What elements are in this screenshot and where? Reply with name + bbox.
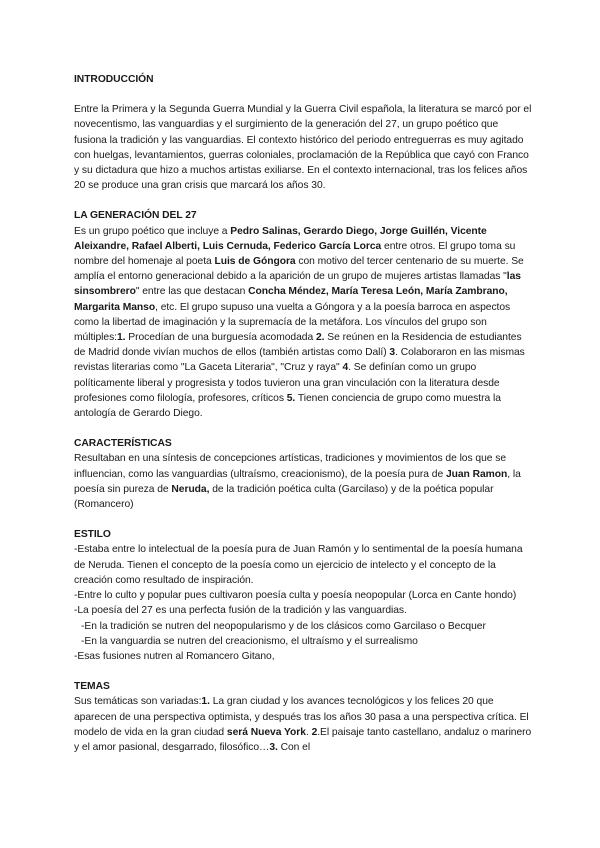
estilo-line: -La poesía del 27 es una perfecta fusión de la tradición y las vanguardias. (74, 605, 407, 617)
intro-heading: INTRODUCCIÓN (74, 74, 154, 85)
document-body (74, 72, 532, 755)
intro-paragraph: Entre la Primera y la Segunda Guerra Mundial y la Guerra Civil española, la literatura se marcó por el novecentismo, las vanguardias y el surgimiento de la generación del 27, un grupo poético que fusiona la tradición y las vanguardias. El contexto histórico del periodo entreguerras es muy agitado con huelgas, levantamientos, guerras coloniales, proclamación de la República que cayó con Franco y su dictadura que hizo a muchos artistas exiliarse. En el contexto internacional, tras los felices años 20 se produce una gran crisis que marcará los años 30. (74, 104, 532, 192)
caracteristicas-heading: CARACTERÍSTICAS (74, 438, 172, 450)
estilo-line: -En la vanguardia se nutren del creacionismo, el ultraísmo y el surrealismo (81, 635, 418, 647)
estilo-heading: ESTILO (74, 529, 111, 541)
generacion-heading: LA GENERACIÓN DEL 27 (74, 210, 197, 222)
estilo-line: -Estaba entre lo intelectual de la poesía pura de Juan Ramón y lo sentimental de la poesía humana de Neruda. Tienen el concepto de la poesía como un ejercicio de intelecto y el concepto de la creación como resultado de inspiración. (74, 544, 523, 586)
temas-heading: TEMAS (74, 681, 110, 693)
estilo-line: -En la tradición se nutren del neopopularismo y de los clásicos como Garcilaso o Becquer (81, 620, 486, 632)
estilo-line: -Entre lo culto y popular pues cultivaron poesía culta y poesía neopopular (Lorca en Cante hondo) (74, 590, 517, 602)
estilo-line: -Esas fusiones nutren al Romancero Gitano, (74, 650, 275, 662)
generacion-paragraph: Es un grupo poético que incluye a Pedro Salinas, Gerardo Diego, Jorge Guillén, Vicente Aleixandre, Rafael Alberti, Luis Cernuda, Federico García Lorca entre otros. El grupo toma su nombre del homenaje al poeta Luis de Góngora con motivo del tercer centenario de su muerte. Se amplía el entorno generacional debido a la aparición de un grupo de mujeres artistas llamadas "las sinsombrero" entre las que destacan Concha Méndez, María Teresa León, María Zambrano, Margarita Manso, etc. El grupo supuso una vuelta a Góngora y a la poesía barroca en aspectos como la libertad de imaginación y la supremacía de la metáfora. Los vínculos del grupo son múltiples:1. Procedían de una burguesía acomodada 2. Se reúnen en la Residencia de estudiantes de Madrid donde vivían muchos de ellos (también artistas como Dalí) 3. Colaboraron en las mismas revistas literarias como "La Gaceta Literaria", "Cruz y raya" 4. Se definían como un grupo políticamente liberal y progresista y todos tuvieron una gran vinculación con la literatura desde profesiones como filología, profesores, críticos 5. Tienen conciencia de grupo como muestra la antología de Gerardo Diego. (74, 225, 525, 420)
temas-paragraph: Sus temáticas son variadas:1. La gran ciudad y los avances tecnológicos y los felices 20 que aparecen de una perspectiva optimista, y después tras los años 30 pasa a una perspectiva crítica. El modelo de vida en la gran ciudad será Nueva York. 2.El paisaje tanto castellano, andaluz o marinero y el amor pasional, desgarrado, filosófico…3. Con el (74, 696, 532, 753)
caracteristicas-paragraph: Resultaban en una síntesis de concepciones artísticas, tradiciones y movimientos de los que se influencian, como las vanguardias (ultraísmo, creacionismo), de la poesía pura de Juan Ramon, la poesía sin pureza de Neruda, de la tradición poética culta (Garcilaso) y de la poética popular (Romancero) (74, 453, 521, 511)
